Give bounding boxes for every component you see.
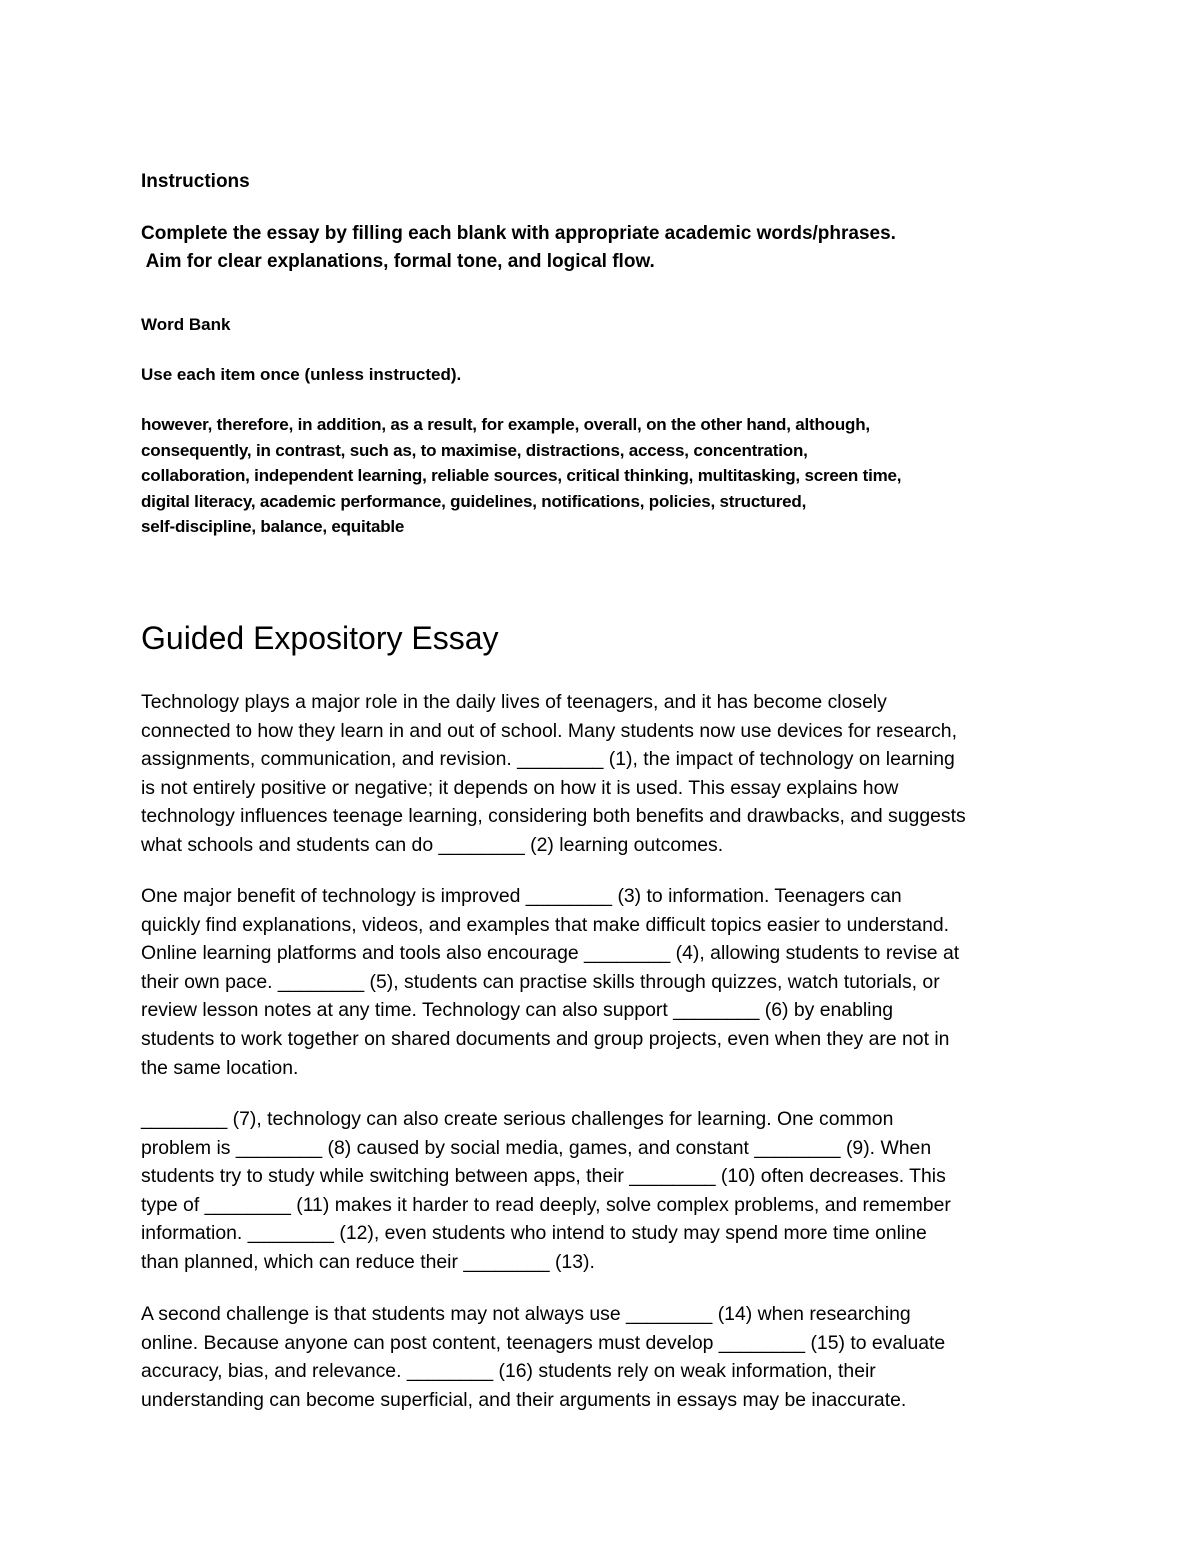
- paragraph-line: than planned, which can reduce their ________ (13).: [141, 1250, 595, 1273]
- essay-paragraph-3: [141, 1105, 1071, 1277]
- paragraph-line: review lesson notes at any time. Technology can also support ________ (6) by enabling: [141, 999, 894, 1022]
- paragraph-line: Technology plays a major role in the daily lives of teenagers, and it has become closely: [141, 691, 887, 713]
- paragraph-line: students to work together on shared documents and group projects, even when they are not in: [141, 1027, 950, 1050]
- word-bank-list: [141, 412, 1061, 540]
- essay-title: Guided Expository Essay: [141, 620, 499, 656]
- word-bank-line: digital literacy, academic performance, guidelines, notifications, policies, structured,: [141, 491, 807, 511]
- essay-paragraph-4: [141, 1300, 1071, 1414]
- paragraph-line: accuracy, bias, and relevance. ________ (16) students rely on weak information, their: [141, 1360, 876, 1383]
- essay-paragraph-2: [141, 882, 1071, 1082]
- word-bank-title: Word Bank: [141, 315, 231, 334]
- instructions-line-2: Aim for clear explanations, formal tone, and logical flow.: [141, 251, 655, 272]
- paragraph-line: One major benefit of technology is improved ________ (3) to information. Teenagers can: [141, 885, 902, 907]
- essay-paragraph-1: [141, 688, 1071, 860]
- paragraph-line: what schools and students can do ________ (2) learning outcomes.: [141, 833, 724, 856]
- paragraph-line: is not entirely positive or negative; it depends on how it is used. This essay explains how: [141, 776, 899, 799]
- word-bank-line: collaboration, independent learning, reliable sources, critical thinking, multitasking, screen time,: [141, 466, 902, 486]
- paragraph-line: connected to how they learn in and out of school. Many students now use devices for research,: [141, 719, 957, 742]
- paragraph-line: understanding can become superficial, and their arguments in essays may be inaccurate.: [141, 1388, 907, 1411]
- word-bank-line: self-discipline, balance, equitable: [141, 517, 405, 537]
- paragraph-line: online. Because anyone can post content, teenagers must develop ________ (15) to evaluate: [141, 1331, 946, 1354]
- paragraph-line: Online learning platforms and tools also encourage ________ (4), allowing students to revise at: [141, 942, 960, 965]
- word-bank-line: consequently, in contrast, such as, to maximise, distractions, access, concentration,: [141, 440, 808, 460]
- paragraph-line: their own pace. ________ (5), students can practise skills through quizzes, watch tutorials, or: [141, 970, 940, 993]
- paragraph-line: quickly find explanations, videos, and examples that make difficult topics easier to understand.: [141, 913, 950, 936]
- instructions-heading: Instructions: [141, 171, 250, 192]
- paragraph-line: ________ (7), technology can also create serious challenges for learning. One common: [141, 1108, 894, 1130]
- paragraph-line: information. ________ (12), even students who intend to study may spend more time online: [141, 1222, 927, 1245]
- paragraph-line: assignments, communication, and revision. ________ (1), the impact of technology on learning: [141, 748, 955, 771]
- paragraph-line: A second challenge is that students may not always use ________ (14) when researching: [141, 1303, 911, 1325]
- paragraph-line: type of ________ (11) makes it harder to read deeply, solve complex problems, and remember: [141, 1193, 951, 1216]
- instructions-line-1: Complete the essay by filling each blank with appropriate academic words/phrases.: [141, 223, 896, 244]
- word-bank-line: however, therefore, in addition, as a result, for example, overall, on the other hand, although,: [141, 415, 870, 434]
- paragraph-line: problem is ________ (8) caused by social media, games, and constant ________ (9). When: [141, 1136, 932, 1159]
- paragraph-line: the same location.: [141, 1056, 299, 1079]
- paragraph-line: technology influences teenage learning, considering both benefits and drawbacks, and suggests: [141, 805, 966, 828]
- paragraph-line: students try to study while switching between apps, their ________ (10) often decreases. This: [141, 1165, 946, 1188]
- word-bank-note: Use each item once (unless instructed).: [141, 365, 462, 384]
